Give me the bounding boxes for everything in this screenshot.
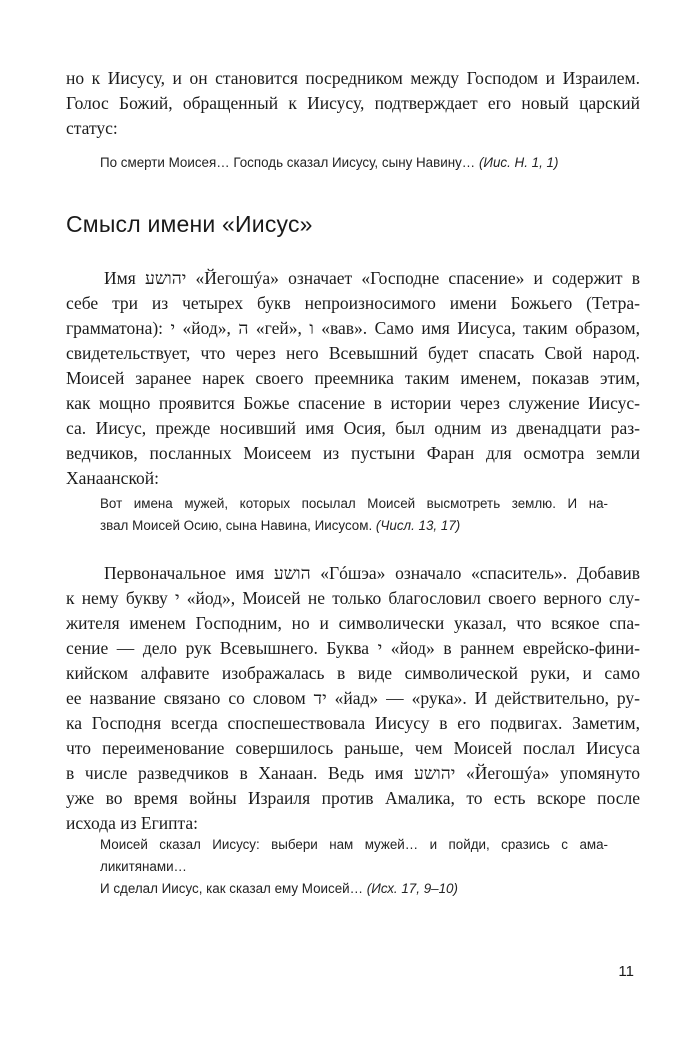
quote-line: [100, 878, 608, 900]
quote-text: И сделал Иисус, как сказал ему Моисей…: [100, 881, 364, 896]
quote-text: По смерти Моисея… Господь сказал Иисусу, сыну Навину…: [100, 155, 476, 170]
paragraph-name-meaning: [66, 266, 640, 491]
text-line: себе три из четырех букв непроизносимого имени Божьего (Тетра-: [66, 293, 640, 313]
text-line: Ханаанской:: [66, 468, 160, 488]
quote-line: [100, 515, 608, 537]
text-line: исхода из Египта:: [66, 813, 199, 833]
text-line: но к Иисусу, и он становится посредником между Господом и Израилем.: [66, 68, 640, 88]
quote-reference: (Числ. 13, 17): [375, 518, 461, 533]
text-line: са. Иисус, прежде носивший имя Осия, был одним из двенадцати раз-: [66, 418, 640, 438]
text-line: уже во время войны Израиля против Амалика, то есть вскоре после: [66, 788, 640, 808]
text-line: свидетельствует, что через него Всевышний будет спасать Свой народ.: [66, 343, 640, 363]
quote-line: [100, 152, 608, 174]
quote-line: Моисей сказал Иисусу: выбери нам мужей… и пойди, сразись с ама-: [100, 837, 608, 852]
text-line: как мощно проявится Божье спасение в истории через служение Иисус-: [66, 393, 640, 413]
paragraph-continuation: [66, 66, 640, 141]
text-line: жителя именем Господним, но и символически указал, что всякое спа-: [66, 613, 640, 633]
text-line: ведчиков, посланных Моисеем из пустыни Фаран для осмотра земли: [66, 443, 640, 463]
text-line: Моисей заранее нарек своего преемника таким именем, показав этим,: [66, 368, 640, 388]
text-line: Первоначальное имя הושע «Гóшэа» означало «спаситель». Добавив: [104, 563, 640, 583]
text-line: кийском алфавите изображалась в виде символической руки, и само: [66, 663, 640, 683]
text-line: в числе разведчиков в Ханаан. Ведь имя יהושע «Йегошýа» упомянуто: [66, 763, 640, 783]
paragraph-original-name: [66, 561, 640, 836]
quote-exodus-17-9-10: [100, 834, 608, 900]
text-line: сение — дело рук Всевышнего. Буква י «йод» в раннем еврейско-фини-: [66, 638, 640, 658]
quote-line: ликитянами…: [100, 859, 187, 874]
text-line: ка Господня всегда споспешествовала Иисусу в его подвигах. Заметим,: [66, 713, 640, 733]
text-line: ее название связано со словом יד «йад» — «рука». И действительно, ру-: [66, 688, 640, 708]
text-line: к нему букву י «йод», Моисей не только благословил своего верного слу-: [66, 588, 640, 608]
text-line: что переименование совершилось раньше, чем Моисей послал Иисуса: [66, 738, 640, 758]
text-line: статус:: [66, 118, 118, 138]
quote-reference: (Иис. Н. 1, 1): [478, 155, 559, 170]
page-number: 11: [618, 963, 634, 980]
quote-line: Вот имена мужей, которых посылал Моисей высмотреть землю. И на-: [100, 496, 608, 511]
quote-text: звал Моисей Осию, сына Навина, Иисусом.: [100, 518, 373, 533]
quote-numbers-13-17: [100, 493, 608, 537]
quote-reference: (Исх. 17, 9–10): [366, 881, 458, 896]
section-heading: Смысл имени «Иисус»: [66, 211, 313, 237]
text-line: Голос Божий, обращенный к Иисусу, подтверждает его новый царский: [66, 93, 640, 113]
quote-joshua-1-1: [100, 152, 608, 174]
text-line: грамматона): י «йод», ה «гей», ו «вав». Само имя Иисуса, таким образом,: [66, 318, 641, 338]
text-line: Имя יהושע «Йегошýа» означает «Господне спасение» и содержит в: [104, 268, 640, 288]
